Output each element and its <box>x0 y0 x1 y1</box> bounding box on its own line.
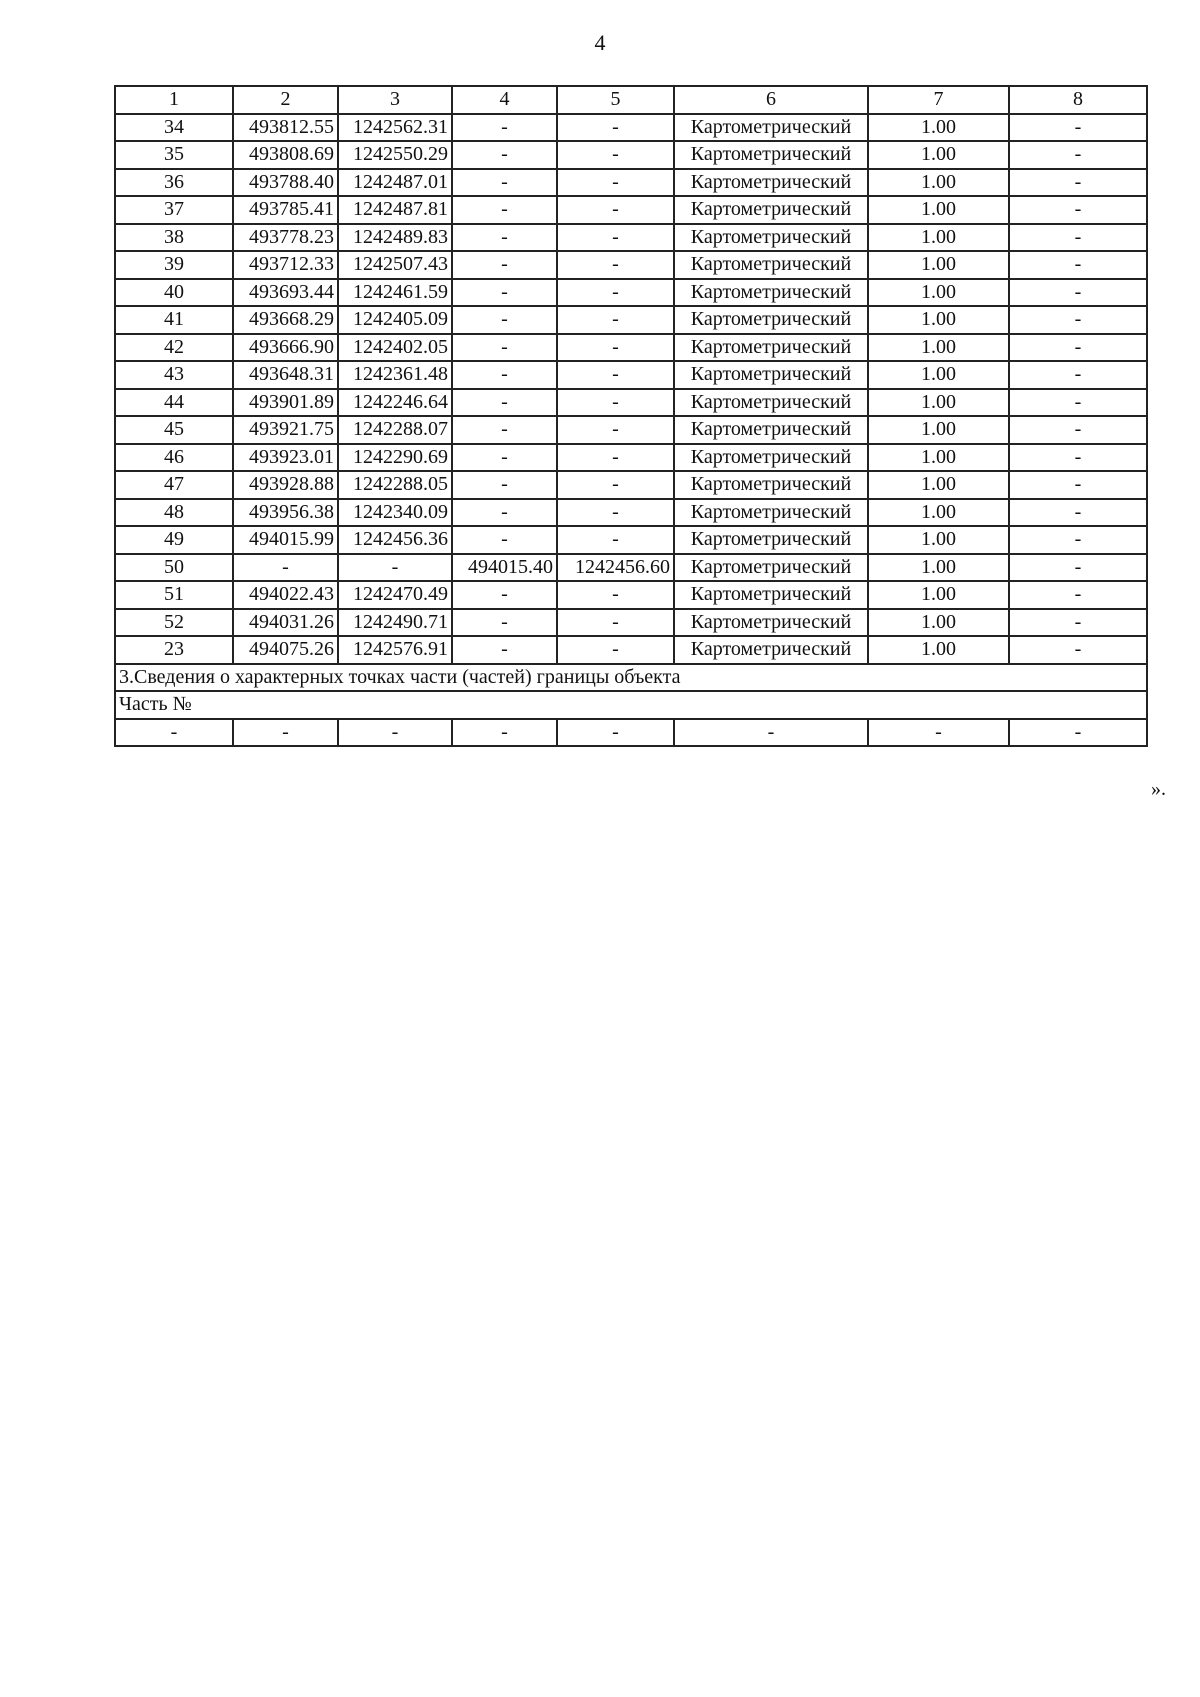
table-cell: Картометрический <box>674 389 868 417</box>
table-cell: Картометрический <box>674 306 868 334</box>
table-cell: 493712.33 <box>233 251 338 279</box>
table-cell: 1242405.09 <box>338 306 452 334</box>
table-cell: - <box>1009 444 1147 472</box>
table-cell: - <box>1009 526 1147 554</box>
table-cell: 493666.90 <box>233 334 338 362</box>
table-cell: Картометрический <box>674 279 868 307</box>
table-cell: 1242402.05 <box>338 334 452 362</box>
table-cell: - <box>557 526 674 554</box>
table-cell: 1242487.81 <box>338 196 452 224</box>
table-cell: 44 <box>115 389 233 417</box>
table-cell: 1.00 <box>868 609 1009 637</box>
table-cell: Картометрический <box>674 169 868 197</box>
column-number-cell: 2 <box>233 86 338 114</box>
table-cell: - <box>1009 279 1147 307</box>
table-cell: 42 <box>115 334 233 362</box>
table-cell: 1.00 <box>868 224 1009 252</box>
table-cell: 493668.29 <box>233 306 338 334</box>
table-cell: 493812.55 <box>233 114 338 142</box>
table-cell: 494015.99 <box>233 526 338 554</box>
table-cell: Картометрический <box>674 224 868 252</box>
table-cell: 493928.88 <box>233 471 338 499</box>
table-row <box>115 169 1147 197</box>
table-row <box>115 389 1147 417</box>
table-cell: - <box>1009 636 1147 664</box>
table-cell: Картометрический <box>674 581 868 609</box>
table-cell: - <box>115 719 233 747</box>
table-cell: - <box>557 444 674 472</box>
table-row <box>115 526 1147 554</box>
table-cell: - <box>452 224 557 252</box>
table-cell: 23 <box>115 636 233 664</box>
table-cell: - <box>557 279 674 307</box>
table-cell: 1.00 <box>868 471 1009 499</box>
page-number: 4 <box>594 30 606 55</box>
table-cell: - <box>452 196 557 224</box>
table-cell: 493923.01 <box>233 444 338 472</box>
table-cell: - <box>338 719 452 747</box>
table-cell: 50 <box>115 554 233 582</box>
column-number-cell: 8 <box>1009 86 1147 114</box>
table-cell: - <box>1009 389 1147 417</box>
table-cell: 37 <box>115 196 233 224</box>
table-cell: 38 <box>115 224 233 252</box>
table-row <box>115 224 1147 252</box>
table-cell: Картометрический <box>674 471 868 499</box>
table-cell: 1.00 <box>868 196 1009 224</box>
table-cell: Картометрический <box>674 499 868 527</box>
table-cell: - <box>233 719 338 747</box>
table-cell: - <box>452 581 557 609</box>
table-cell: - <box>452 526 557 554</box>
table-cell: 1.00 <box>868 141 1009 169</box>
table-cell: 1.00 <box>868 114 1009 142</box>
table-cell: - <box>1009 196 1147 224</box>
table-row <box>115 471 1147 499</box>
table-row <box>115 279 1147 307</box>
table-cell: - <box>557 334 674 362</box>
table-cell: 1242470.49 <box>338 581 452 609</box>
table-cell: 1.00 <box>868 636 1009 664</box>
table-cell: 1.00 <box>868 389 1009 417</box>
table-cell: 1242361.48 <box>338 361 452 389</box>
table-cell: Картометрический <box>674 416 868 444</box>
table-cell: - <box>452 416 557 444</box>
table-cell: 46 <box>115 444 233 472</box>
table-cell: - <box>557 471 674 499</box>
table-cell: - <box>557 196 674 224</box>
table-row <box>115 306 1147 334</box>
table-cell: 494075.26 <box>233 636 338 664</box>
table-cell: - <box>452 609 557 637</box>
table-cell: - <box>452 169 557 197</box>
table-cell: - <box>557 499 674 527</box>
table-cell: 1.00 <box>868 334 1009 362</box>
table-cell: 1.00 <box>868 361 1009 389</box>
table-cell: 1.00 <box>868 554 1009 582</box>
column-number-cell: 6 <box>674 86 868 114</box>
table-cell: 39 <box>115 251 233 279</box>
table-cell: - <box>557 581 674 609</box>
table-cell: 1242456.36 <box>338 526 452 554</box>
table-cell: - <box>1009 251 1147 279</box>
table-cell: 493785.41 <box>233 196 338 224</box>
column-number-row <box>115 86 1147 114</box>
table-cell: 1242576.91 <box>338 636 452 664</box>
table-cell: 493778.23 <box>233 224 338 252</box>
table-cell: 43 <box>115 361 233 389</box>
table-row <box>115 609 1147 637</box>
table-cell: Картометрический <box>674 141 868 169</box>
table-cell: - <box>1009 719 1147 747</box>
column-number-cell: 7 <box>868 86 1009 114</box>
table-row <box>115 196 1147 224</box>
table-cell: Картометрический <box>674 334 868 362</box>
table-cell: - <box>452 471 557 499</box>
table-cell: - <box>1009 306 1147 334</box>
table-cell: - <box>452 444 557 472</box>
table-row <box>115 581 1147 609</box>
table-cell: Картометрический <box>674 609 868 637</box>
table-cell: 493921.75 <box>233 416 338 444</box>
table-cell: - <box>557 114 674 142</box>
table-cell: - <box>452 334 557 362</box>
table-cell: 1.00 <box>868 416 1009 444</box>
table-cell: - <box>452 361 557 389</box>
coordinates-table-container <box>114 85 1146 747</box>
table-cell: - <box>1009 169 1147 197</box>
table-row <box>115 114 1147 142</box>
table-cell: - <box>452 141 557 169</box>
table-cell: 1.00 <box>868 251 1009 279</box>
table-cell: - <box>1009 609 1147 637</box>
table-cell: 1242246.64 <box>338 389 452 417</box>
table-cell: 35 <box>115 141 233 169</box>
table-cell: 494022.43 <box>233 581 338 609</box>
table-cell: Картометрический <box>674 361 868 389</box>
table-cell: - <box>452 306 557 334</box>
table-cell: - <box>557 169 674 197</box>
table-cell: 1242461.59 <box>338 279 452 307</box>
table-cell: 1242507.43 <box>338 251 452 279</box>
table-cell: 1.00 <box>868 581 1009 609</box>
table-row <box>115 444 1147 472</box>
table-cell: - <box>452 389 557 417</box>
table-cell: 40 <box>115 279 233 307</box>
table-cell: 494031.26 <box>233 609 338 637</box>
table-cell: - <box>557 609 674 637</box>
table-cell: - <box>233 554 338 582</box>
column-number-cell: 5 <box>557 86 674 114</box>
table-cell: - <box>452 636 557 664</box>
column-number-cell: 4 <box>452 86 557 114</box>
table-cell: 1242290.69 <box>338 444 452 472</box>
table-cell: - <box>557 361 674 389</box>
table-cell: 1.00 <box>868 444 1009 472</box>
table-row <box>115 416 1147 444</box>
table-cell: Картометрический <box>674 114 868 142</box>
table-cell: 1242550.29 <box>338 141 452 169</box>
table-cell: Картометрический <box>674 526 868 554</box>
table-cell: - <box>452 279 557 307</box>
table-cell: Картометрический <box>674 251 868 279</box>
table-cell: - <box>1009 141 1147 169</box>
table-cell: - <box>1009 334 1147 362</box>
table-cell: 1242489.83 <box>338 224 452 252</box>
table-row <box>115 141 1147 169</box>
column-number-cell: 3 <box>338 86 452 114</box>
table-cell: 36 <box>115 169 233 197</box>
part-row <box>115 719 1147 747</box>
table-cell: Картометрический <box>674 554 868 582</box>
section-title: 3.Сведения о характерных точках части (частей) границы объекта <box>115 664 1147 692</box>
table-row <box>115 334 1147 362</box>
table-cell: 1242288.07 <box>338 416 452 444</box>
table-cell: - <box>452 251 557 279</box>
table-cell: - <box>868 719 1009 747</box>
table-cell: 48 <box>115 499 233 527</box>
table-cell: 41 <box>115 306 233 334</box>
table-cell: 493956.38 <box>233 499 338 527</box>
table-cell: 1242562.31 <box>338 114 452 142</box>
table-cell: - <box>557 224 674 252</box>
table-cell: - <box>557 306 674 334</box>
table-cell: 51 <box>115 581 233 609</box>
table-row <box>115 499 1147 527</box>
table-cell: - <box>1009 499 1147 527</box>
table-row <box>115 361 1147 389</box>
column-number-cell: 1 <box>115 86 233 114</box>
table-cell: - <box>1009 416 1147 444</box>
table-cell: - <box>1009 554 1147 582</box>
table-cell: 1.00 <box>868 169 1009 197</box>
table-cell: 1.00 <box>868 306 1009 334</box>
table-cell: 1242487.01 <box>338 169 452 197</box>
table-cell: 493693.44 <box>233 279 338 307</box>
closing-quote-mark: ». <box>1151 778 1166 800</box>
table-cell: 1.00 <box>868 499 1009 527</box>
coordinates-table <box>114 85 1148 747</box>
table-cell: Картометрический <box>674 196 868 224</box>
table-cell: 49 <box>115 526 233 554</box>
coordinates-table-body <box>115 86 1147 746</box>
table-cell: - <box>1009 224 1147 252</box>
table-cell: - <box>1009 581 1147 609</box>
table-cell: - <box>557 141 674 169</box>
table-cell: - <box>338 554 452 582</box>
table-cell: - <box>1009 471 1147 499</box>
table-cell: 1242288.05 <box>338 471 452 499</box>
table-cell: - <box>557 389 674 417</box>
table-cell: - <box>674 719 868 747</box>
table-row <box>115 251 1147 279</box>
table-cell: - <box>1009 361 1147 389</box>
table-cell: 494015.40 <box>452 554 557 582</box>
table-cell: Картометрический <box>674 444 868 472</box>
table-cell: 493808.69 <box>233 141 338 169</box>
table-cell: 47 <box>115 471 233 499</box>
table-cell: - <box>452 719 557 747</box>
table-cell: - <box>557 251 674 279</box>
table-cell: - <box>557 636 674 664</box>
section-title-row <box>115 664 1147 692</box>
table-cell: 1.00 <box>868 279 1009 307</box>
table-row <box>115 554 1147 582</box>
table-cell: 1242456.60 <box>557 554 674 582</box>
table-cell: 1242490.71 <box>338 609 452 637</box>
table-cell: - <box>452 499 557 527</box>
table-cell: 1.00 <box>868 526 1009 554</box>
table-cell: Картометрический <box>674 636 868 664</box>
table-cell: - <box>557 416 674 444</box>
table-cell: 45 <box>115 416 233 444</box>
table-cell: 493901.89 <box>233 389 338 417</box>
table-cell: - <box>1009 114 1147 142</box>
part-label: Часть № <box>115 691 1147 719</box>
part-label-row <box>115 691 1147 719</box>
table-cell: 34 <box>115 114 233 142</box>
table-cell: 52 <box>115 609 233 637</box>
table-cell: 493648.31 <box>233 361 338 389</box>
table-row <box>115 636 1147 664</box>
table-cell: - <box>452 114 557 142</box>
table-cell: 1242340.09 <box>338 499 452 527</box>
table-cell: - <box>557 719 674 747</box>
table-cell: 493788.40 <box>233 169 338 197</box>
